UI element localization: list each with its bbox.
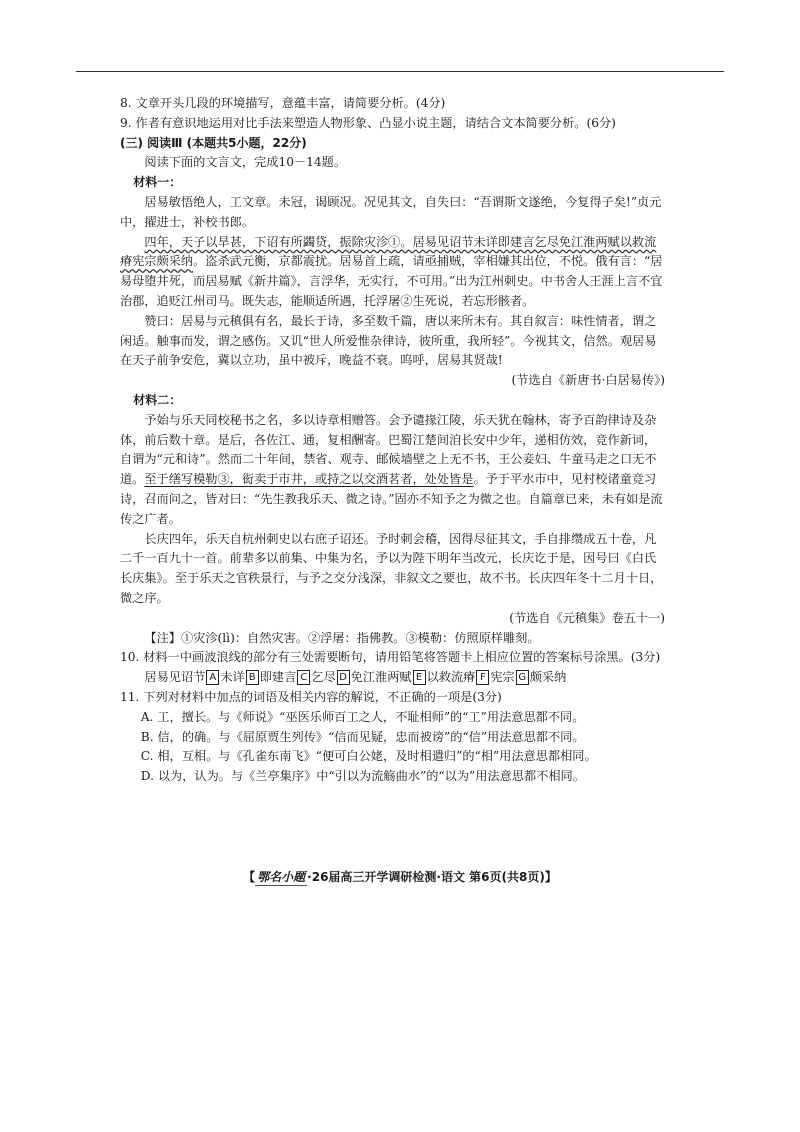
sentence-fragment: 即建言 xyxy=(259,670,297,685)
sentence-fragment: 乞尽 xyxy=(311,670,336,685)
text-segment: 。予于平水市中，见村校诸童竞习诗，召而问之，皆对曰：“先生教我乐天、微之诗。”固亦不知予之为微之也。自篇章已来，未有如是流传之广者。 xyxy=(120,472,663,526)
answer-box-a[interactable]: A xyxy=(206,670,219,685)
answer-box-d[interactable]: D xyxy=(337,670,350,685)
answer-box-c[interactable]: C xyxy=(297,670,310,685)
source-note: (节选自《新唐书·白居易传》) xyxy=(511,373,665,388)
underlined-text: 至于缮写模勒③，衒卖于市井，或持之以交酒茗者，处处皆是 xyxy=(144,472,474,487)
material-heading: 材料二： xyxy=(133,392,182,407)
option-b: B. 信，的确。与《屈原贾生列传》“信而见疑，忠而被谤”的“信”用法意思都不同。 xyxy=(140,729,585,744)
section-heading: (三) 阅读Ⅲ (本题共5小题，22分) xyxy=(120,135,307,150)
sentence-fragment: 宪宗 xyxy=(490,670,515,685)
option-d: D. 以为，认为。与《兰亭集序》中“引以为流觞曲水”的“以为”用法意思都不相同。 xyxy=(140,769,585,784)
footer-text: ·26届高三开学调研检测·语文 第6页(共8页) xyxy=(307,870,545,884)
paragraph xyxy=(120,411,665,530)
paragraph xyxy=(120,233,665,312)
page-body xyxy=(120,94,665,787)
material-heading: 材料一： xyxy=(133,175,182,190)
question: 11. 下列对材料中加点的词语及相关内容的解说，不正确的一项是(3分) xyxy=(120,689,502,704)
paragraph: 阅读下面的文言文，完成10－14题。 xyxy=(144,155,347,170)
question: 9. 作者有意识地运用对比手法来塑造人物形象、凸显小说主题，请结合文本简要分析。(6分) xyxy=(120,115,616,130)
text-segment: 予始与乐天同校秘书之名，多以诗章相赠答。会予谴掾江陵，乐天犹在翰林，寄予百韵律诗及杂体，前后数十章。是后，各佐江、通，复相酬寄。巴蜀江楚间洎长安中少年，递相仿效，竞作新词，自谓为“元和诗”。然而二十年间，禁省、观寺、邮候墙壁之上无不书，王公妾妇、牛童马走之口无不道。 xyxy=(120,412,657,487)
wavy-underlined-text: 四年，天子以旱甚，下诏有所蠲贷，振除灾沴①。居易见诏节未详即建言乞尽免江淮两赋以救流瘠宪宗颇采纳 xyxy=(120,234,657,269)
text-segment: 。盗杀武元衡，京都震扰。居易首上疏，请亟捕贼，宰相嫌其出位，不悦。俄有言：“居易母堕井死，而居易赋《新井篇》，言浮华，无实行，不可用。”出为江州刺史。中书舍人王涯上言不宜治郡，追贬江州司马。既失志，能顺适所遇，托浮屠②生死说，若忘形骸者。 xyxy=(120,254,663,308)
option-c: C. 相，互相。与《孔雀东南飞》“便可白公姥，及时相遣归”的“相”用法意思都相同。 xyxy=(140,749,597,764)
publisher-logo: 鄂名小题 xyxy=(257,870,306,884)
sentence-fragment: 免江淮两赋 xyxy=(350,670,412,685)
answer-options-line xyxy=(120,668,665,688)
source-note: (节选自《元稹集》卷五十一) xyxy=(509,610,665,625)
sentence-fragment: 未详 xyxy=(220,670,245,685)
page-footer: 【 鄂名小题 ·26届高三开学调研检测·语文 第6页(共8页)】 xyxy=(243,870,557,884)
paragraph: 长庆四年，乐天自杭州刺史以右庶子诏还。予时刺会稽，因得尽征其文，手自排缵成五十卷，凡二千一百九十一首。前辈多以前集、中集为名，予以为陛下明年当改元，长庆讫于是，因号曰《白氏长庆集》。至于乐天之官秩景行，与予之交分浅深，非叙文之要也，故不书。长庆四年冬十二月十日，微之序。 xyxy=(120,531,663,605)
paragraph: 【注】①灾沴(lì)：自然灾害。②浮屠：指佛教。③模勒：仿照原样雕刻。 xyxy=(144,630,540,645)
sentence-fragment: 以救流瘠 xyxy=(426,670,476,685)
answer-box-f[interactable]: F xyxy=(476,670,489,685)
answer-box-g[interactable]: G xyxy=(516,670,529,685)
sentence-fragment: 颇采纳 xyxy=(529,670,567,685)
question: 10. 材料一中画波浪线的部分有三处需要断句，请用铅笔将答题卡上相应位置的答案标号涂黑。(3分) xyxy=(120,650,661,665)
sentence-fragment: 居易见诏节 xyxy=(144,670,206,685)
paragraph: 赞曰：居易与元稹俱有名，最长于诗，多至数千篇，唐以来所未有。其自叙言：味性情者，谓之闲适。触事而发，谓之感伤。又讥“世人所爱惟杂律诗，彼所重，我所轻”。今视其文，信然。观居易在天子前争安危，冀以立功，虽中被斥，晚益不衰。呜呼，居易其贤哉! xyxy=(120,313,657,368)
answer-box-b[interactable]: B xyxy=(246,670,259,685)
option-a: A. 工，擅长。与《师说》“巫医乐师百工之人，不耻相师”的“工”用法意思都不同。 xyxy=(140,709,585,724)
paragraph: 居易敏悟绝人，工文章。未冠，谒顾况。况见其文，自失曰：“吾谓斯文遂绝，今复得子矣!”贞元中，擢进士，补校书郎。 xyxy=(120,194,662,229)
question: 8. 文章开头几段的环境描写，意蕴丰富，请简要分析。(4分) xyxy=(120,96,446,110)
answer-box-e[interactable]: E xyxy=(413,670,426,685)
header-rule xyxy=(76,71,724,72)
